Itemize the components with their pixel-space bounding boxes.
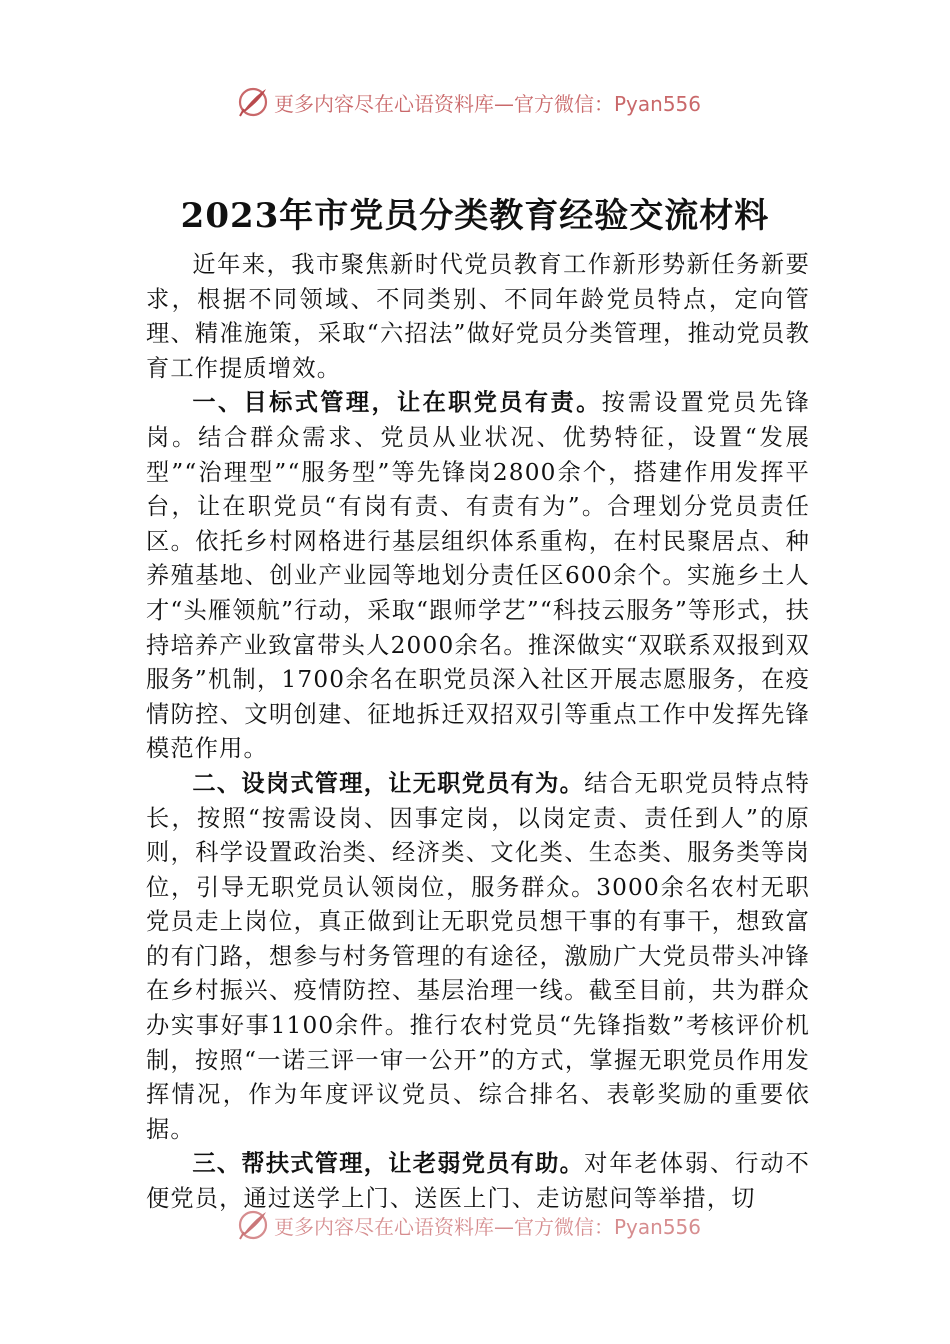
document-content [146,248,810,1215]
paragraph-intro [146,248,810,386]
paragraph-text: 对年老体弱、行动不便党员，通过送学上门、送医上门、走访慰问等举措，切 [146,1150,810,1213]
paragraph-section-2 [146,767,810,1148]
paragraph-text: 近年来，我市聚焦新时代党员教育工作新形势新任务新要求，根据不同领域、不同类别、不同年龄党员特点，定向管理、精准施策，采取“六招法”做好党员分类管理，推动党员教育工作提质增效。 [146,251,810,382]
quill-logo-icon [236,1208,270,1242]
watermark-text: 更多内容尽在心语资料库—官方微信：Pyan556 [274,1214,702,1239]
watermark-footer [236,1205,736,1245]
watermark-text: 更多内容尽在心语资料库—官方微信：Pyan556 [274,91,702,116]
section-heading: 二、设岗式管理，让无职党员有为。 [192,769,585,797]
paragraph-text: 按需设置党员先锋岗。结合群众需求、党员从业状况、优势特征，设置“发展型”“治理型”“服务型”等先锋岗2800余个，搭建作用发挥平台，让在职党员“有岗有责、有责有为”。合理划分党员责任区。依托乡村网格进行基层组织体系重构，在村民聚居点、种养殖基地、创业产业园等地划分责任区600余个。实施乡土人才“头雁领航”行动，采取“跟师学艺”“科技云服务”等形式，扶持培养产业致富带头人2000余名。推深做实“双联系双报到双服务”机制，1700余名在职党员深入社区开展志愿服务，在疫情防控、文明创建、征地拆迁双招双引等重点工作中发挥先锋模范作用。 [146,389,810,763]
section-heading: 一、目标式管理，让在职党员有责。 [192,389,602,417]
paragraph-section-1 [146,386,810,767]
document-title: 2023年市党员分类教育经验交流材料 [180,196,770,236]
paragraph-text: 结合无职党员特点特长，按照“按需设岗、因事定岗，以岗定责、责任到人”的原则，科学设置政治类、经济类、文化类、生态类、服务类等岗位，引导无职党员认领岗位，服务群众。3000余名农村无职党员走上岗位，真正做到让无职党员想干事的有事干，想致富的有门路，想参与村务管理的有途径，激励广大党员带头冲锋在乡村振兴、疫情防控、基层治理一线。截至目前，共为群众办实事好事1100余件。推行农村党员“先锋指数”考核评价机制，按照“一诺三评一审一公开”的方式，掌握无职党员作用发挥情况，作为年度评议党员、综合排名、表彰奖励的重要依据。 [146,769,810,1143]
section-heading: 三、帮扶式管理，让老弱党员有助。 [192,1150,585,1178]
